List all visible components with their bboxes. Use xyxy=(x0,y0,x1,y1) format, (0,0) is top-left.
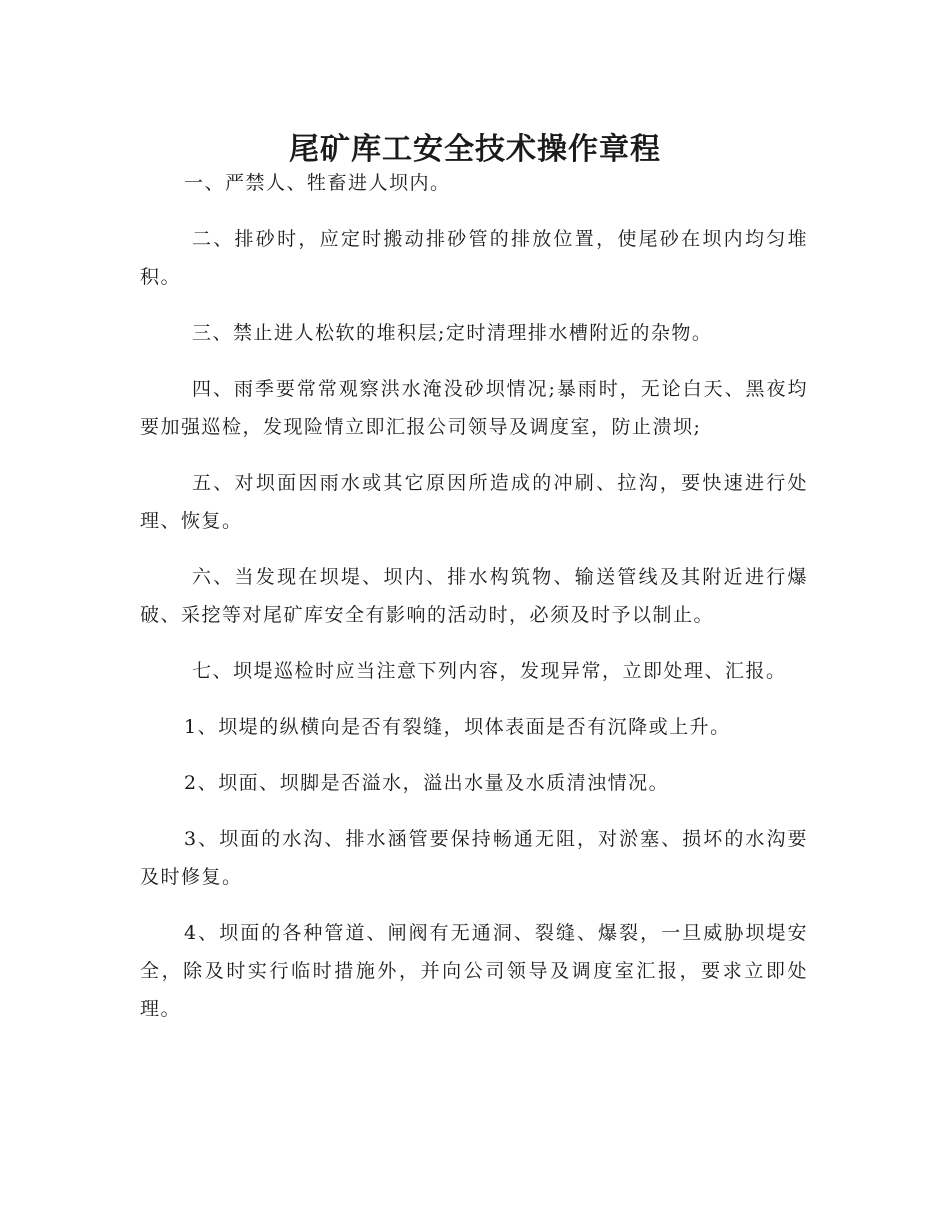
paragraph-7: 七、坝堤巡检时应当注意下列内容，发现异常，立即处理、汇报。 xyxy=(192,660,787,682)
paragraph-5: 五、对坝面因雨水或其它原因所造成的冲刷、拉沟，要快速进行处理、恢复。 xyxy=(140,472,808,532)
paragraph-6: 六、当发现在坝堤、坝内、排水构筑物、输送管线及其附近进行爆破、采挖等对尾矿库安全有影响的活动时，必须及时予以制止。 xyxy=(140,566,808,626)
paragraph-3: 三、禁止进人松软的堆积层;定时清理排水槽附近的杂物。 xyxy=(192,322,713,344)
paragraph-2: 二、排砂时，应定时搬动排砂管的排放位置，使尾砂在坝内均匀堆积。 xyxy=(140,228,808,288)
paragraph-1: 一、严禁人、牲畜进人坝内。 xyxy=(184,172,451,194)
document-body xyxy=(140,164,808,1028)
list-item-1: 1、坝堤的纵横向是否有裂缝，坝体表面是否有沉降或上升。 xyxy=(184,716,731,738)
list-item-2: 2、坝面、坝脚是否溢水，溢出水量及水质清浊情况。 xyxy=(184,772,670,794)
document-title: 尾矿库工安全技术操作章程 xyxy=(289,132,661,168)
list-item-4: 4、坝面的各种管道、闸阀有无通洞、裂缝、爆裂，一旦威胁坝堤安全，除及时实行临时措施外，并向公司领导及调度室汇报，要求立即处理。 xyxy=(140,922,808,1020)
list-item-3: 3、坝面的水沟、排水涵管要保持畅通无阻，对淤塞、损坏的水沟要及时修复。 xyxy=(140,828,808,888)
paragraph-4: 四、雨季要常常观察洪水淹没砂坝情况;暴雨时，无论白天、黑夜均要加强巡检，发现险情立即汇报公司领导及调度室，防止溃坝; xyxy=(140,378,808,438)
